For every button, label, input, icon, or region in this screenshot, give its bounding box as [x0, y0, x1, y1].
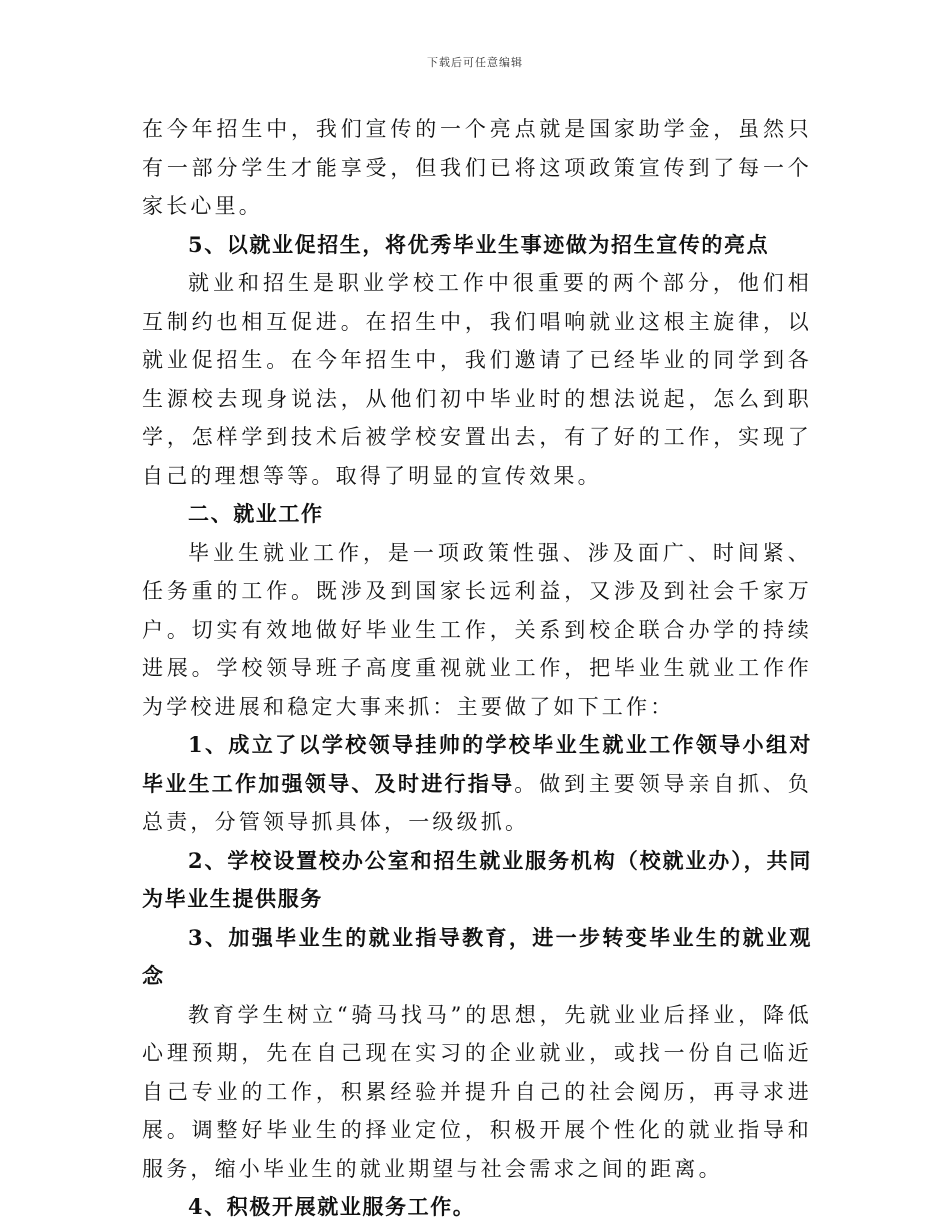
section-heading-5: 5、以就业促招生，将优秀毕业生事迹做为招生宣传的亮点 — [188, 231, 770, 257]
paragraph-guidance: 教育学生树立“骑马找马”的思想，先就业业后择业，降低心理预期，先在自己现在实习的企业就业，或找一份自己临近自己专业的工作，积累经验并提升自己的社会阅历，再寻求进展。调整好毕业生的择业定位，积极开展个性化的就业指导和服务，缩小毕业生的就业期望与社会需求之间的距离。 — [142, 1002, 812, 1181]
section-heading-item-3: 3、加强毕业生的就业指导教育，进一步转变毕业生的就业观念 — [142, 924, 812, 988]
item-1-rest: 。做到主要领导亲自抓、负总责，分管领导抓具体，一级级抓。 — [142, 771, 812, 834]
section-heading-item-2: 2、学校设置校办公室和招生就业服务机构（校就业办），共同为毕业生提供服务 — [142, 847, 812, 911]
paragraph-item-1 — [142, 726, 812, 842]
item-1-bold: 1、成立了以学校领导挂帅的学校毕业生就业工作领导小组对毕业生工作加强领导、及时进行指导 — [142, 732, 812, 796]
section-heading-item-4: 4、积极开展就业服务工作。 — [188, 1194, 476, 1219]
page-header: 下载后可任意编辑 — [427, 56, 523, 69]
paragraph-intro: 在今年招生中，我们宣传的一个亮点就是国家助学金，虽然只有一部分学生才能享受，但我们已将这项政策宣传到了每一个家长心里。 — [142, 117, 812, 218]
document-body — [142, 110, 812, 1227]
paragraph-employment-work: 毕业生就业工作，是一项政策性强、涉及面广、时间紧、任务重的工作。既涉及到国家长远利益，又涉及到社会千家万户。切实有效地做好毕业生工作，关系到校企联合办学的持续进展。学校领导班子高度重视就业工作，把毕业生就业工作作为学校进展和稳定大事来抓：主要做了如下工作： — [142, 540, 812, 719]
section-heading-employment: 二、就业工作 — [188, 501, 324, 526]
paragraph-employment-recruitment: 就业和招生是职业学校工作中很重要的两个部分，他们相互制约也相互促进。在招生中，我们唱响就业这根主旋律，以就业促招生。在今年招生中，我们邀请了已经毕业的同学到各生源校去现身说法，从他们初中毕业时的想法说起，怎么到职学，怎样学到技术后被学校安置出去，有了好的工作，实现了自己的理想等等。取得了明显的宣传效果。 — [142, 271, 812, 488]
